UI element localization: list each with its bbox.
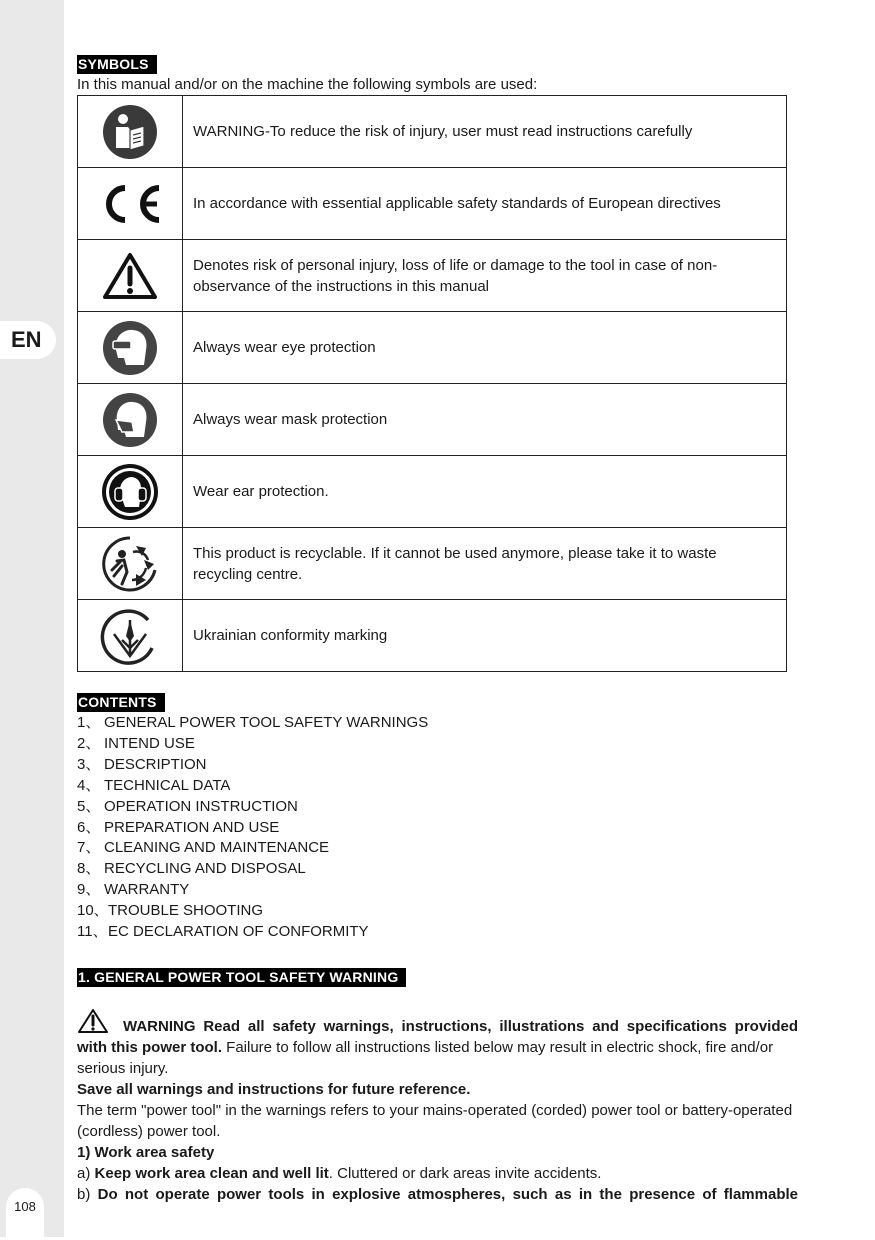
symbol-row	[78, 600, 787, 672]
warning-triangle-icon	[77, 1008, 109, 1034]
safety-item-b: b) Do not operate power tools in explosive atmospheres, such as in the presence of flammable	[77, 1186, 798, 1203]
contents-item: 8、 RECYCLING AND DISPOSAL	[77, 860, 306, 878]
symbol-row	[78, 528, 787, 600]
symbol-description: Ukrainian conformity marking	[183, 600, 787, 672]
symbols-table	[77, 95, 787, 672]
contents-item: 3、 DESCRIPTION	[77, 755, 207, 773]
symbols-heading: SYMBOLS	[77, 55, 157, 74]
language-tab: EN	[0, 321, 56, 359]
safety-body	[77, 1008, 798, 1205]
safety-heading: 1. GENERAL POWER TOOL SAFETY WARNING	[77, 968, 406, 987]
ear-protection-icon	[101, 463, 159, 521]
symbol-row	[78, 312, 787, 384]
contents-item: 5、 OPERATION INSTRUCTION	[77, 797, 298, 815]
read-manual-icon	[102, 104, 158, 160]
symbol-description: This product is recyclable. If it cannot be used anymore, please take it to waste recycling centre.	[183, 528, 787, 600]
term-definition: The term "power tool" in the warnings refers to your mains-operated (corded) power tool or battery-operated (cordless) power tool.	[77, 1102, 793, 1140]
symbol-description: Denotes risk of personal injury, loss of life or damage to the tool in case of non-observance of the instructions in this manual	[183, 240, 787, 312]
contents-item: 7、 CLEANING AND MAINTENANCE	[77, 839, 330, 857]
contents-item: 9、 WARRANTY	[77, 881, 190, 899]
symbol-description: Always wear eye protection	[183, 312, 787, 384]
symbols-intro: In this manual and/or on the machine the following symbols are used:	[77, 76, 538, 93]
page-number: 108	[6, 1188, 44, 1240]
contents-item: 1、 GENERAL POWER TOOL SAFETY WARNINGS	[77, 714, 429, 731]
symbol-row	[78, 456, 787, 528]
recycle-icon	[100, 534, 160, 594]
warning-paragraph-line-1: WARNING Read all safety warnings, instructions, illustrations and specifications provided	[77, 1008, 798, 1037]
mask-protection-icon	[102, 392, 158, 448]
symbol-description: Always wear mask protection	[183, 384, 787, 456]
symbol-description: WARNING-To reduce the risk of injury, user must read instructions carefully	[183, 96, 787, 168]
ukrainian-conformity-icon	[100, 606, 160, 666]
symbol-row	[78, 96, 787, 168]
warning-paragraph-rest: with this power tool. Failure to follow all instructions listed below may result in electric shock, fire and/or serious injury.	[77, 1039, 774, 1077]
contents-item: 4、 TECHNICAL DATA	[77, 776, 231, 794]
contents-item: 2、 INTEND USE	[77, 734, 195, 752]
work-area-subheading: 1) Work area safety	[77, 1144, 215, 1161]
symbol-row	[78, 168, 787, 240]
contents-item: 11、EC DECLARATION OF CONFORMITY	[77, 923, 369, 941]
warning-triangle-icon	[102, 251, 158, 301]
symbol-row	[78, 240, 787, 312]
symbol-description: In accordance with essential applicable safety standards of European directives	[183, 168, 787, 240]
contents-list	[77, 713, 428, 943]
symbol-description: Wear ear protection.	[183, 456, 787, 528]
contents-item: 6、 PREPARATION AND USE	[77, 818, 280, 836]
contents-item: 10、TROUBLE SHOOTING	[77, 902, 264, 920]
symbol-row	[78, 384, 787, 456]
safety-item-a: a) Keep work area clean and well lit. Cluttered or dark areas invite accidents.	[77, 1165, 602, 1182]
save-instructions: Save all warnings and instructions for future reference.	[77, 1081, 471, 1098]
contents-heading: CONTENTS	[77, 693, 165, 712]
eye-protection-icon	[102, 320, 158, 376]
side-strip	[0, 0, 64, 1237]
ce-mark-icon	[95, 182, 165, 226]
